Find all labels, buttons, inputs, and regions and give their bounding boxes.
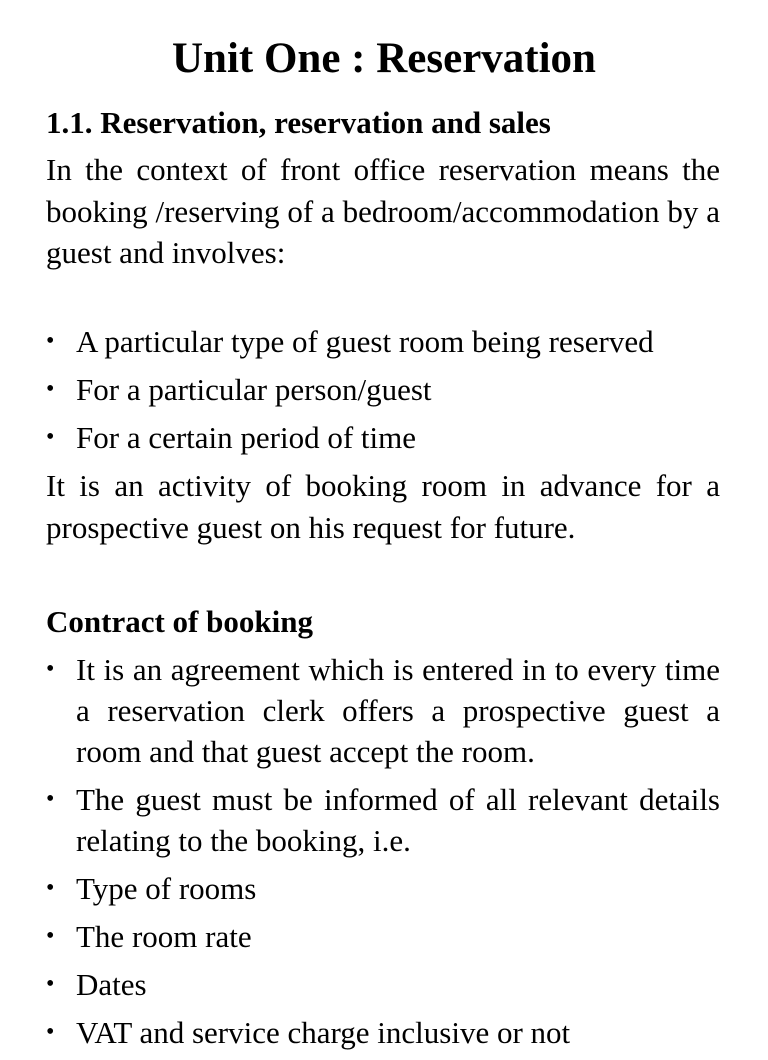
reservation-bullet-list: [46, 321, 720, 465]
list-item: [46, 417, 720, 458]
bullet-icon: •: [46, 328, 55, 354]
list-item-text: For a certain period of time: [76, 420, 417, 455]
list-item: [46, 868, 720, 909]
bullet-icon: •: [46, 923, 55, 949]
section-heading-reservation: 1.1. Reservation, reservation and sales: [46, 105, 551, 140]
bullet-icon: •: [46, 786, 55, 812]
list-item-text: Dates: [76, 967, 147, 1002]
list-item: [46, 369, 720, 410]
list-item-text: The room rate: [76, 919, 252, 954]
list-item: [46, 321, 720, 362]
bullet-icon: •: [46, 424, 55, 450]
list-item: [46, 916, 720, 957]
bullet-icon: •: [46, 875, 55, 901]
list-item-text: It is an agreement which is entered in to every time a reservation clerk offers a prospective guest a room and that guest accept the room.: [76, 652, 720, 769]
closing-paragraph: It is an activity of booking room in advance for a prospective guest on his request for future.: [46, 468, 720, 545]
contract-bullet-list: [46, 649, 720, 1060]
intro-paragraph: In the context of front office reservation means the booking /reserving of a bedroom/accommodation by a guest and involves:: [46, 152, 720, 270]
list-item-text: A particular type of guest room being reserved: [76, 324, 654, 359]
bullet-icon: •: [46, 971, 55, 997]
list-item: [46, 1012, 720, 1053]
list-item-text: Type of rooms: [76, 871, 257, 906]
page-title: Unit One : Reservation: [172, 35, 596, 82]
list-item-text: VAT and service charge inclusive or not: [76, 1015, 571, 1050]
list-item-text: The guest must be informed of all relevant details relating to the booking, i.e.: [76, 782, 720, 858]
bullet-icon: •: [46, 656, 55, 682]
list-item: [46, 779, 720, 861]
section-heading-contract: Contract of booking: [46, 604, 313, 639]
list-item: [46, 649, 720, 772]
list-item: [46, 964, 720, 1005]
list-item-text: For a particular person/guest: [76, 372, 432, 407]
bullet-icon: •: [46, 1019, 55, 1045]
bullet-icon: •: [46, 376, 55, 402]
